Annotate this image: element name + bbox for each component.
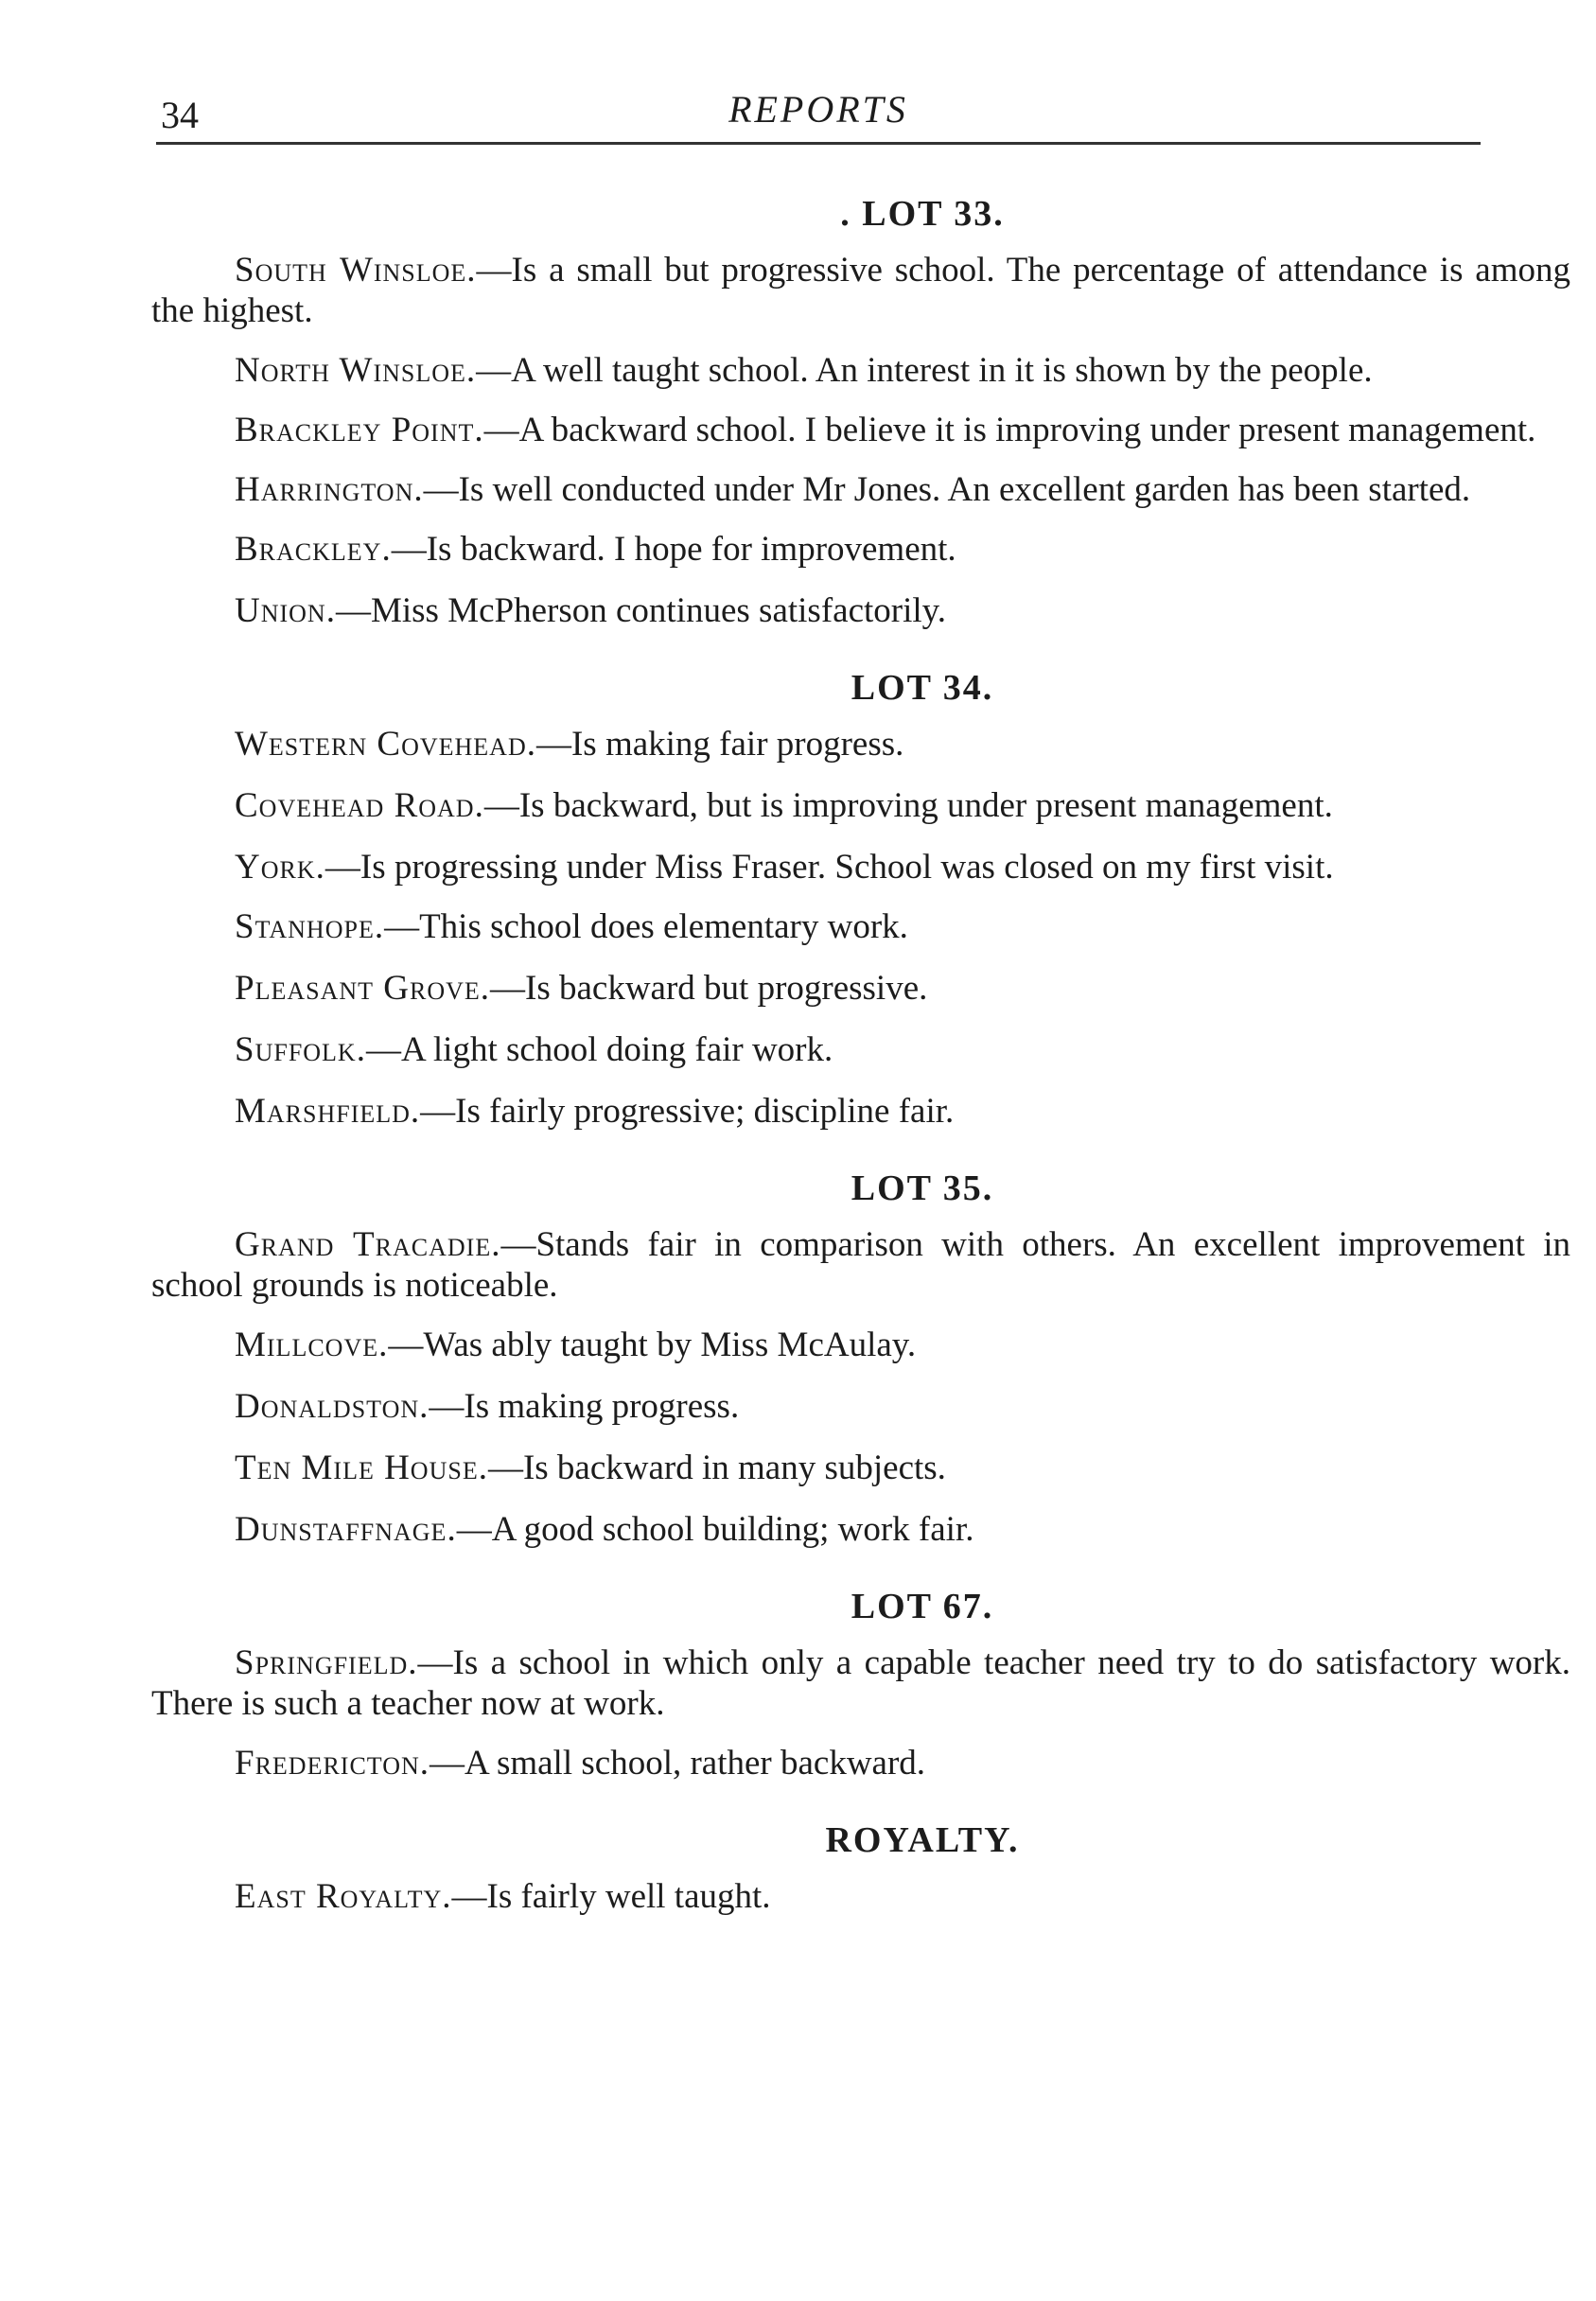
entry-grand-tracadie — [151, 1224, 1570, 1306]
entry-millcove — [151, 1325, 1570, 1365]
school-report: —Is a school in which only a capable teacher need try to do satisfactory work. There is such a teacher now at work. — [151, 1643, 1570, 1723]
section-heading-lot-34: LOT 34. — [851, 668, 994, 708]
school-name: Brackley Point. — [235, 411, 484, 449]
school-name: East Royalty. — [235, 1877, 452, 1916]
school-name: Pleasant Grove. — [235, 969, 491, 1008]
school-report: —A well taught school. An interest in it is shown by the people. — [476, 351, 1373, 390]
running-header — [151, 83, 1485, 140]
school-report: —Is backward but progressive. — [490, 969, 928, 1008]
entry-stanhope — [151, 906, 1570, 947]
report-body — [151, 178, 1570, 1938]
school-name: Fredericton. — [235, 1744, 430, 1783]
page-number: 34 — [161, 94, 199, 136]
school-name: York. — [235, 848, 325, 887]
school-report: —Was ably taught by Miss McAulay. — [388, 1326, 917, 1364]
school-name: North Winsloe. — [235, 351, 477, 390]
entry-western-covehead — [151, 724, 1570, 764]
school-report: —Is backward, but is improving under present management. — [483, 786, 1333, 825]
school-report: —Is making progress. — [429, 1387, 740, 1426]
school-name: Suffolk. — [235, 1030, 366, 1069]
school-report: —Is making fair progress. — [535, 725, 904, 764]
section-heading-lot-67: LOT 67. — [851, 1587, 994, 1626]
entry-brackley — [151, 529, 1570, 570]
school-report: —A good school building; work fair. — [456, 1510, 974, 1549]
entry-marshfield — [151, 1091, 1570, 1132]
school-name: South Winsloe. — [235, 251, 477, 290]
school-report: —This school does elementary work. — [384, 907, 908, 946]
entry-donaldston — [151, 1386, 1570, 1427]
school-name: Millcove. — [235, 1326, 389, 1364]
school-name: Grand Tracadie. — [235, 1225, 501, 1264]
entry-north-winsloe — [151, 350, 1570, 391]
school-report: —A small school, rather backward. — [430, 1744, 926, 1783]
school-report: —Is fairly progressive; discipline fair. — [420, 1092, 955, 1131]
school-name: Union. — [235, 591, 336, 630]
school-report: —Is backward in many subjects. — [487, 1449, 946, 1487]
entry-covehead-road — [151, 785, 1570, 826]
entry-pleasant-grove — [151, 968, 1570, 1009]
school-report: —Is backward. I hope for improvement. — [391, 530, 956, 569]
school-name: Marshfield. — [235, 1092, 421, 1131]
entry-south-winsloe — [151, 250, 1570, 331]
school-report: —Is a small but progressive school. The percentage of attendance is among the highest. — [151, 251, 1570, 330]
entry-harrington — [151, 469, 1570, 510]
school-report: —A backward school. I believe it is improving under present management. — [483, 411, 1536, 449]
running-title: REPORTS — [728, 88, 908, 131]
entry-brackley-point — [151, 410, 1570, 450]
entry-fredericton — [151, 1743, 1570, 1783]
section-heading-lot-33: . LOT 33. — [840, 194, 1005, 234]
section-heading-royalty: ROYALTY. — [825, 1820, 1020, 1860]
school-name: Dunstaffnage. — [235, 1510, 457, 1549]
school-name: Western Covehead. — [235, 725, 536, 764]
school-name: Covehead Road. — [235, 786, 484, 825]
school-report: —Is progressing under Miss Fraser. School was closed on my first visit. — [324, 848, 1334, 887]
entry-ten-mile-house — [151, 1448, 1570, 1488]
school-report: —Stands fair in comparison with others. An excellent improvement in school grounds is noticeable. — [151, 1225, 1570, 1305]
school-report: —A light school doing fair work. — [365, 1030, 833, 1069]
school-report: —Is well conducted under Mr Jones. An excellent garden has been started. — [423, 470, 1471, 509]
entry-suffolk — [151, 1029, 1570, 1070]
entry-springfield — [151, 1642, 1570, 1724]
section-heading-lot-35: LOT 35. — [851, 1168, 994, 1208]
entry-east-royalty — [151, 1876, 1570, 1917]
school-name: Brackley. — [235, 530, 392, 569]
entry-dunstaffnage — [151, 1509, 1570, 1550]
school-report: —Is fairly well taught. — [451, 1877, 771, 1916]
entry-york — [151, 847, 1570, 887]
entry-union — [151, 590, 1570, 631]
header-rule — [156, 142, 1481, 145]
school-name: Springfield. — [235, 1643, 418, 1682]
school-name: Ten Mile House. — [235, 1449, 488, 1487]
school-report: —Miss McPherson continues satisfactorily. — [335, 591, 946, 630]
school-name: Harrington. — [235, 470, 424, 509]
school-name: Donaldston. — [235, 1387, 430, 1426]
school-name: Stanhope. — [235, 907, 385, 946]
